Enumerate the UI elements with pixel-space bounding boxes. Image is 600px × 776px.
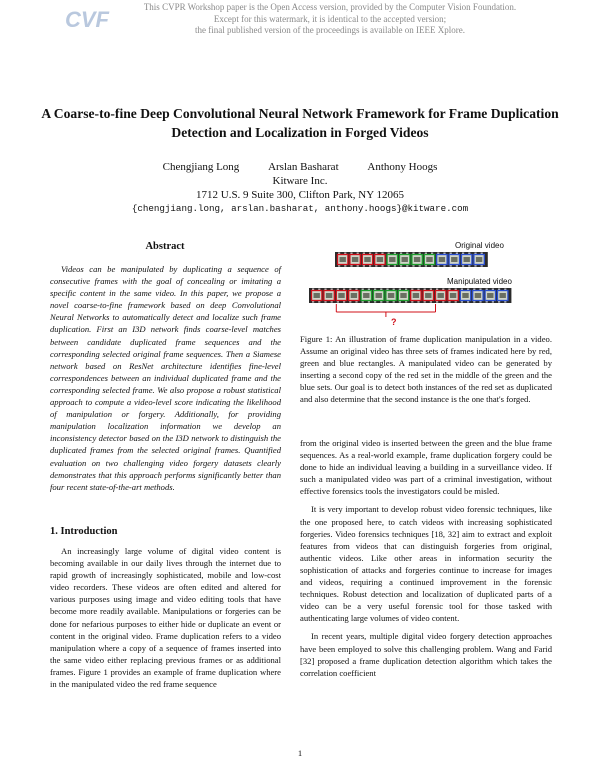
sprocket-hole: [363, 253, 365, 254]
duplication-links: [336, 304, 435, 317]
sprocket-hole: [355, 289, 357, 290]
frame-content: [426, 257, 432, 262]
frame-content: [487, 293, 493, 298]
watermark-line: Except for this watermark, it is identical to the accepted version;: [213, 13, 447, 24]
affiliation: Kitware Inc.: [272, 175, 328, 187]
frame-content: [414, 257, 420, 262]
sprocket-hole: [436, 301, 438, 302]
sprocket-hole: [504, 301, 506, 302]
sprocket-hole: [374, 289, 376, 290]
sprocket-hole: [349, 301, 351, 302]
sprocket-hole: [442, 301, 444, 302]
address: 1712 U.S. 9 Suite 300, Clifton Park, NY 12065: [196, 189, 404, 201]
sprocket-hole: [424, 289, 426, 290]
author-emails: {chengjiang.long, arslan.basharat, anthony.hoogs}@kitware.com: [131, 203, 469, 214]
paragraph: It is very important to develop robust video forensic techniques, like the one proposed here, to catch videos with increasing sophisticated forgeries. Video forensics techniques [18, 32] aim to extract and exploit features from videos that can distinguish forgeries from original, authentic videos. Like other areas in information security the sophistication of attacks and forgeries continue to increase for images and videos, requiring a continued improvement in the forensic techniques. Robust detection and localization of duplicated parts of a video can be a very useful forensic tool for those tasked with authenticating large volumes of video content.: [300, 504, 552, 624]
sprocket-hole: [368, 301, 370, 302]
sprocket-hole: [430, 301, 432, 302]
frame-content: [364, 257, 370, 262]
sprocket-hole: [448, 301, 450, 302]
sprocket-hole: [362, 301, 364, 302]
frame-content: [351, 293, 357, 298]
sprocket-hole: [467, 301, 469, 302]
sprocket-hole: [331, 289, 333, 290]
sprocket-hole: [473, 289, 475, 290]
sprocket-hole: [474, 253, 476, 254]
frame-content: [425, 293, 431, 298]
frame-content: [388, 293, 394, 298]
frame-content: [352, 257, 358, 262]
sprocket-hole: [324, 289, 326, 290]
paper-title: A Coarse-to-fine Deep Convolutional Neural Network Framework for Frame Duplication Detection and Localization in Forged Videos: [41, 106, 559, 140]
sprocket-hole: [388, 253, 390, 254]
sprocket-hole: [400, 253, 402, 254]
sprocket-hole: [363, 265, 365, 266]
frame-content: [450, 293, 456, 298]
sprocket-hole: [411, 289, 413, 290]
paragraph: from the original video is inserted between the green and the blue frame sequences. As a real-world example, frame duplication forgery could be done to hide an individual leaving a building in a surveillance video. If such a manipulated video was part of a criminal investigation, without effective forensics tools the investigators could be misled.: [300, 438, 552, 497]
sprocket-hole: [344, 265, 346, 266]
watermark-line: This CVPR Workshop paper is the Open Access version, provided by the Computer Vision Foundation.: [143, 2, 517, 12]
sprocket-hole: [337, 301, 339, 302]
sprocket-hole: [393, 289, 395, 290]
sprocket-hole: [369, 253, 371, 254]
sprocket-hole: [350, 253, 352, 254]
sprocket-hole: [312, 289, 314, 290]
frame-content: [500, 293, 506, 298]
cvf-logo: [64, 6, 114, 32]
sprocket-hole: [425, 253, 427, 254]
sprocket-hole: [486, 301, 488, 302]
sprocket-hole: [468, 265, 470, 266]
figure-caption: Figure 1: An illustration of frame duplication manipulation in a video. Assume an original video has three sets of frames indicated here by red, green and blue rectangles. A manipulated video can be generated by inserting a second copy of the red set in the middle of the green and the blue sets. Our goal is to detect both instances of the red set as duplicated and also determine that the second instance is the one that's forged.: [300, 334, 552, 405]
question-mark: ?: [391, 317, 397, 327]
sprocket-hole: [468, 253, 470, 254]
sprocket-hole: [431, 253, 433, 254]
frame-content: [338, 293, 344, 298]
sprocket-hole: [461, 301, 463, 302]
sprocket-hole: [430, 289, 432, 290]
sprocket-hole: [380, 301, 382, 302]
sprocket-hole: [343, 289, 345, 290]
page-number: 1: [297, 748, 303, 758]
sprocket-hole: [481, 265, 483, 266]
sprocket-hole: [405, 289, 407, 290]
sprocket-hole: [357, 253, 359, 254]
sprocket-hole: [504, 289, 506, 290]
original-video-label: Original video: [455, 241, 504, 250]
watermark-notice: [130, 2, 530, 37]
sprocket-hole: [498, 301, 500, 302]
sprocket-hole: [419, 253, 421, 254]
sprocket-hole: [355, 301, 357, 302]
sprocket-hole: [474, 265, 476, 266]
sprocket-hole: [381, 253, 383, 254]
frame-content: [314, 293, 320, 298]
author-name: Arslan Basharat: [268, 161, 339, 173]
sprocket-hole: [455, 301, 457, 302]
sprocket-hole: [349, 289, 351, 290]
watermark-line: the final published version of the proceedings is available on IEEE Xplore.: [195, 25, 465, 35]
sprocket-hole: [417, 301, 419, 302]
sprocket-hole: [338, 253, 340, 254]
sprocket-hole: [437, 253, 439, 254]
frame-content: [389, 257, 395, 262]
sprocket-hole: [436, 289, 438, 290]
sprocket-hole: [357, 265, 359, 266]
sprocket-hole: [481, 253, 483, 254]
introduction-text: An increasingly large volume of digital video content is becoming available in our daily lives through the internet due to rapid growth of increasingly sophisticated, mobile and low-cost video recorders. These videos are often edited and altered for various purposes using image and video editing tools that have become more readily available. Manipulations or forgeries can be done for nefarious purposes to either hide or duplicate an event or content in the original video. Frame duplication refers to a video manipulation where a copy of a sequence of frames inserted into the same video either replacing previous frames or as additional frames. Figure 1 provides an example of frame duplication where in the manipulated video the red frame sequence: [50, 546, 281, 690]
sprocket-hole: [350, 265, 352, 266]
sprocket-hole: [467, 289, 469, 290]
abstract-text: Videos can be manipulated by duplicating a sequence of consecutive frames with the goal of concealing or imitating a specific content in the same video. In this paper, we propose a novel coarse-to-fine framework based on deep Convolutional Neural Networks to automatically detect and localize such frame duplication. First an I3D network finds coarse-level matches between candidate duplicated frame sequences and the corresponding selected original frame sequences. Then a Siamese network based on ResNet architecture identifies fine-level correspondences between an individual duplicated frame and the corresponding selected frame. We also propose a robust statistical approach to compute a video-level score indicating the likelihood of manipulation or forgery. Additionally, for providing manipulation localization information we develop an inconsistency detector based on the I3D network to distinguish the duplicated frames from the selected original frames. Quantified evaluation on two challenging video forgery datasets clearly demonstrates that this approach performs significantly better than four recent state-of-the-art methods.: [50, 264, 281, 492]
sprocket-hole: [394, 265, 396, 266]
sprocket-hole: [337, 289, 339, 290]
frame-content: [451, 257, 457, 262]
sprocket-hole: [399, 289, 401, 290]
sprocket-hole: [486, 289, 488, 290]
frame-content: [400, 293, 406, 298]
frame-content: [402, 257, 408, 262]
manipulated-video-strip: [309, 288, 511, 303]
sprocket-hole: [318, 301, 320, 302]
svg-text:CVF: CVF: [65, 7, 109, 32]
paragraph: In recent years, multiple digital video forgery detection approaches have been employed to solve this challenging problem. Wang and Farid [32] proposed a frame duplication detection algorithm which takes the correlation coefficient: [300, 631, 552, 678]
author-name: Anthony Hoogs: [367, 161, 438, 173]
sprocket-hole: [412, 253, 414, 254]
sprocket-hole: [400, 265, 402, 266]
frame-content: [363, 293, 369, 298]
frame-duplication-figure: [305, 238, 551, 328]
sprocket-hole: [443, 265, 445, 266]
sprocket-hole: [375, 265, 377, 266]
sprocket-hole: [417, 289, 419, 290]
sprocket-hole: [455, 289, 457, 290]
sprocket-hole: [386, 289, 388, 290]
frame-content: [462, 293, 468, 298]
author-name: Chengjiang Long: [162, 161, 240, 173]
sprocket-hole: [473, 301, 475, 302]
sprocket-hole: [419, 265, 421, 266]
sprocket-hole: [456, 265, 458, 266]
frame-content: [413, 293, 419, 298]
frame-content: [340, 257, 346, 262]
frame-content: [376, 293, 382, 298]
sprocket-hole: [343, 301, 345, 302]
sprocket-hole: [380, 289, 382, 290]
sprocket-hole: [425, 265, 427, 266]
sprocket-hole: [424, 301, 426, 302]
sprocket-hole: [406, 253, 408, 254]
sprocket-hole: [393, 301, 395, 302]
sprocket-hole: [498, 289, 500, 290]
sprocket-hole: [492, 289, 494, 290]
frame-content: [438, 293, 444, 298]
frame-content: [476, 257, 482, 262]
author-list: [40, 160, 560, 174]
sprocket-hole: [312, 301, 314, 302]
frame-content: [475, 293, 481, 298]
sprocket-hole: [386, 301, 388, 302]
sprocket-hole: [442, 289, 444, 290]
manipulated-video-label: Manipulated video: [447, 277, 512, 286]
sprocket-hole: [318, 289, 320, 290]
frame-content: [377, 257, 383, 262]
sprocket-hole: [479, 301, 481, 302]
sprocket-hole: [324, 301, 326, 302]
sprocket-hole: [394, 253, 396, 254]
sprocket-hole: [369, 265, 371, 266]
sprocket-hole: [412, 265, 414, 266]
sprocket-hole: [448, 289, 450, 290]
sprocket-hole: [450, 253, 452, 254]
sprocket-hole: [374, 301, 376, 302]
sprocket-hole: [406, 265, 408, 266]
sprocket-hole: [437, 265, 439, 266]
sprocket-hole: [388, 265, 390, 266]
sprocket-hole: [405, 301, 407, 302]
sprocket-hole: [331, 301, 333, 302]
sprocket-hole: [381, 265, 383, 266]
sprocket-hole: [462, 253, 464, 254]
sprocket-hole: [344, 253, 346, 254]
sprocket-hole: [492, 301, 494, 302]
right-column-text: [300, 437, 552, 685]
abstract-heading: Abstract: [145, 241, 185, 252]
sprocket-hole: [462, 265, 464, 266]
sprocket-hole: [368, 289, 370, 290]
frame-content: [464, 257, 470, 262]
sprocket-hole: [338, 265, 340, 266]
frame-content: [326, 293, 332, 298]
sprocket-hole: [450, 265, 452, 266]
sprocket-hole: [375, 253, 377, 254]
sprocket-hole: [443, 253, 445, 254]
sprocket-hole: [399, 301, 401, 302]
sprocket-hole: [479, 289, 481, 290]
sprocket-hole: [456, 253, 458, 254]
frame-content: [439, 257, 445, 262]
section-heading-introduction: 1. Introduction: [50, 526, 118, 537]
sprocket-hole: [461, 289, 463, 290]
original-video-strip: [335, 252, 488, 267]
sprocket-hole: [431, 265, 433, 266]
sprocket-hole: [362, 289, 364, 290]
sprocket-hole: [411, 301, 413, 302]
